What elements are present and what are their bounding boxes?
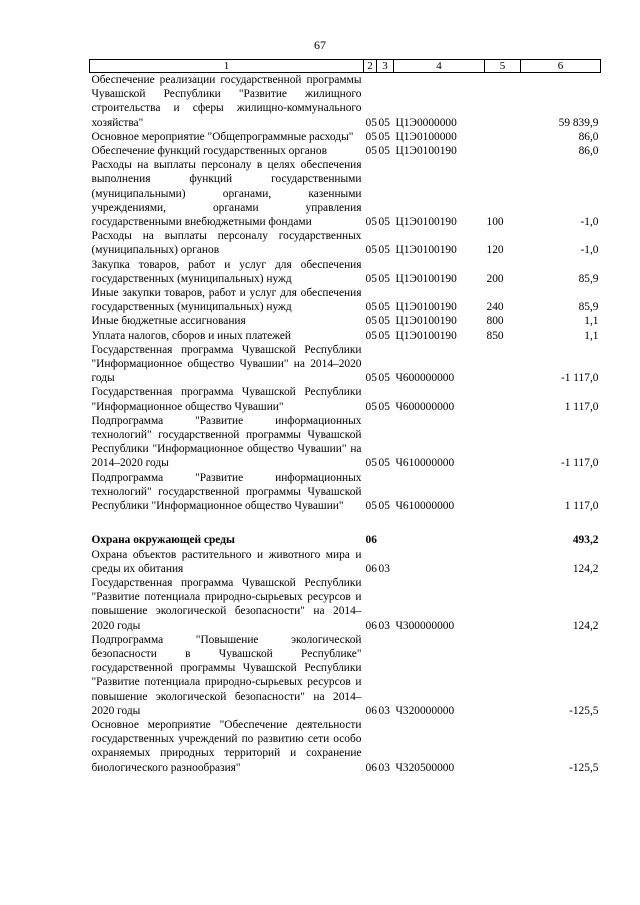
row-subsection: 05 bbox=[378, 372, 390, 385]
row-target-article bbox=[394, 533, 485, 547]
row-expense-type: 200 bbox=[486, 272, 504, 285]
table-body bbox=[90, 73, 601, 775]
row-target-article: Ц1Э0100190 bbox=[395, 301, 457, 314]
spacer-row bbox=[90, 513, 601, 533]
row-section: 06 bbox=[365, 534, 377, 547]
row-expense-type bbox=[485, 471, 521, 514]
table-row bbox=[90, 229, 601, 257]
row-subsection: 03 bbox=[378, 704, 390, 717]
row-expense-type: 120 bbox=[486, 244, 504, 257]
row-subsection: 05 bbox=[378, 244, 390, 257]
table-header bbox=[90, 60, 601, 73]
row-expense-type: 100 bbox=[486, 216, 504, 229]
row-name: Расходы на выплаты персоналу в целях обеспечения выполнения функций государственными (муниципальными) органами, казенными учреждениями, органами управления государственными внебюджетными фондами bbox=[91, 159, 362, 229]
row-name: Обеспечение функций государственных органов bbox=[91, 145, 327, 158]
row-subsection: 05 bbox=[378, 500, 390, 513]
row-section: 05 bbox=[365, 244, 377, 257]
header-col-5: 5 bbox=[485, 60, 521, 73]
row-expense-type bbox=[485, 144, 521, 158]
table-row bbox=[90, 343, 601, 386]
row-expense-type: 850 bbox=[486, 329, 504, 342]
row-expense-type bbox=[485, 343, 521, 386]
row-name: Уплата налогов, сборов и иных платежей bbox=[91, 329, 291, 342]
table-row bbox=[90, 258, 601, 286]
row-subsection: 05 bbox=[378, 145, 390, 158]
row-expense-type bbox=[485, 633, 521, 718]
row-amount: 85,9 bbox=[578, 272, 599, 285]
row-name: Закупка товаров, работ и услуг для обеспечения государственных (муниципальных) нужд bbox=[91, 258, 362, 285]
row-name: Иные закупки товаров, работ и услуг для обеспечения государственных (муниципальных) нужд bbox=[91, 287, 362, 314]
row-target-article: Ч320500000 bbox=[395, 761, 455, 774]
row-name: Основное мероприятие "Обеспечение деятельности государственных учреждений по развитию сети особо охраняемых природных территорий и сохранение биологического разнообразия" bbox=[91, 718, 362, 774]
row-expense-type bbox=[485, 548, 521, 576]
row-target-article: Ч600000000 bbox=[395, 372, 455, 385]
row-name: Государственная программа Чувашской Республики "Информационное общество Чувашии" bbox=[91, 386, 362, 413]
row-amount: 86,0 bbox=[578, 130, 599, 143]
row-section: 06 bbox=[365, 619, 377, 632]
row-amount: 493,2 bbox=[572, 534, 599, 547]
row-expense-type: 800 bbox=[486, 315, 504, 328]
table-row bbox=[90, 144, 601, 158]
row-amount: -1 117,0 bbox=[560, 372, 599, 385]
row-amount: 85,9 bbox=[578, 301, 599, 314]
row-subsection: 05 bbox=[378, 272, 390, 285]
row-target-article: Ч300000000 bbox=[395, 619, 455, 632]
row-target-article bbox=[394, 548, 485, 576]
row-target-article: Ц1Э0100190 bbox=[395, 329, 457, 342]
row-section: 05 bbox=[365, 116, 377, 129]
row-section: 05 bbox=[365, 372, 377, 385]
row-amount: -1,0 bbox=[580, 216, 599, 229]
row-amount: 1 117,0 bbox=[564, 500, 599, 513]
row-expense-type bbox=[485, 130, 521, 144]
row-amount: 59 839,9 bbox=[558, 116, 599, 129]
table-row bbox=[90, 73, 601, 130]
row-name: Подпрограмма "Повышение экологической безопасности в Чувашской Республике" государственной программы Чувашской Республики "Развитие потенциала природно-сырьевых ресурсов и повышение экологической безопасности" на 2014–2020 годы bbox=[91, 633, 362, 717]
row-target-article: Ц1Э0100000 bbox=[395, 130, 457, 143]
row-amount: 124,2 bbox=[572, 619, 599, 632]
row-subsection: 05 bbox=[378, 301, 390, 314]
table-row bbox=[90, 548, 601, 576]
table-row bbox=[90, 633, 601, 718]
table-row bbox=[90, 471, 601, 514]
row-name: Охрана объектов растительного и животного мира и среды их обитания bbox=[91, 548, 362, 575]
row-expense-type bbox=[485, 576, 521, 633]
row-amount: 86,0 bbox=[578, 145, 599, 158]
spacer-cell bbox=[90, 513, 601, 533]
row-name: Основное мероприятие "Общепрограммные расходы" bbox=[91, 130, 354, 143]
row-section: 06 bbox=[365, 761, 377, 774]
row-section: 05 bbox=[365, 272, 377, 285]
row-section: 05 bbox=[365, 145, 377, 158]
row-target-article: Ч610000000 bbox=[395, 457, 455, 470]
row-target-article: Ц1Э0100190 bbox=[395, 244, 457, 257]
table-row bbox=[90, 576, 601, 633]
table-row bbox=[90, 718, 601, 775]
row-target-article: Ч610000000 bbox=[395, 500, 455, 513]
row-section: 05 bbox=[365, 130, 377, 143]
row-section: 05 bbox=[365, 400, 377, 413]
header-col-6: 6 bbox=[521, 60, 601, 73]
row-target-article: Ц1Э0100190 bbox=[395, 315, 457, 328]
row-subsection: 03 bbox=[378, 562, 390, 575]
row-name: Подпрограмма "Развитие информационных технологий" государственной программы Чувашской Республики "Информационное общество Чувашии" bbox=[91, 471, 362, 513]
row-amount: 1,1 bbox=[584, 329, 599, 342]
row-amount: 1 117,0 bbox=[564, 400, 599, 413]
row-subsection: 05 bbox=[378, 457, 390, 470]
row-subsection: 03 bbox=[378, 619, 390, 632]
row-section: 05 bbox=[365, 315, 377, 328]
row-section: 05 bbox=[365, 216, 377, 229]
row-name: Подпрограмма "Развитие информационных технологий" государственной программы Чувашской Республики "Информационное общество Чувашии" на 2014–2020 годы bbox=[91, 414, 362, 470]
row-subsection bbox=[377, 533, 394, 547]
row-subsection: 05 bbox=[378, 130, 390, 143]
table-row bbox=[90, 329, 601, 343]
row-name: Обеспечение реализации государственной программы Чувашской Республики "Развитие жилищного строительства и сферы жилищно-коммунального хозяйства" bbox=[91, 74, 362, 129]
budget-table bbox=[89, 59, 601, 775]
row-target-article: Ч600000000 bbox=[395, 400, 455, 413]
row-subsection: 05 bbox=[378, 116, 390, 129]
row-target-article: Ц1Э0100190 bbox=[395, 145, 457, 158]
row-expense-type: 240 bbox=[486, 301, 504, 314]
row-target-article: Ц1Э0000000 bbox=[395, 116, 457, 129]
row-subsection: 05 bbox=[378, 315, 390, 328]
row-target-article: Ч320000000 bbox=[395, 704, 455, 717]
row-expense-type bbox=[485, 385, 521, 413]
row-name: Расходы на выплаты персоналу государственных (муниципальных) органов bbox=[91, 230, 362, 257]
row-target-article: Ц1Э0100190 bbox=[395, 272, 457, 285]
row-name: Государственная программа Чувашской Республики "Информационное общество Чувашии" на 2014–2020 годы bbox=[91, 343, 362, 385]
table-row bbox=[90, 158, 601, 229]
header-col-3: 3 bbox=[377, 60, 394, 73]
row-name: Государственная программа Чувашской Республики "Развитие потенциала природно-сырьевых ресурсов и повышение экологической безопасности" на 2014–2020 годы bbox=[91, 576, 362, 632]
row-section: 06 bbox=[365, 562, 377, 575]
row-section: 06 bbox=[365, 704, 377, 717]
row-target-article: Ц1Э0100190 bbox=[395, 216, 457, 229]
row-amount: -125,5 bbox=[569, 704, 599, 717]
row-expense-type bbox=[485, 718, 521, 775]
row-amount: 1,1 bbox=[584, 315, 599, 328]
row-subsection: 05 bbox=[378, 216, 390, 229]
row-expense-type bbox=[485, 414, 521, 471]
row-expense-type bbox=[485, 73, 521, 130]
table-row bbox=[90, 130, 601, 144]
row-amount: -1 117,0 bbox=[560, 457, 599, 470]
row-subsection: 05 bbox=[378, 329, 390, 342]
row-subsection: 05 bbox=[378, 400, 390, 413]
row-amount: -1,0 bbox=[580, 244, 599, 257]
table-row bbox=[90, 314, 601, 328]
row-expense-type bbox=[485, 533, 521, 547]
row-section: 05 bbox=[365, 301, 377, 314]
row-name: Иные бюджетные ассигнования bbox=[91, 315, 246, 328]
row-name: Охрана окружающей среды bbox=[91, 534, 235, 547]
row-subsection: 03 bbox=[378, 761, 390, 774]
row-section: 05 bbox=[365, 500, 377, 513]
table-row bbox=[90, 385, 601, 413]
table-row bbox=[90, 286, 601, 314]
row-amount: 124,2 bbox=[572, 562, 599, 575]
header-col-4: 4 bbox=[394, 60, 485, 73]
row-amount: -125,5 bbox=[569, 761, 599, 774]
row-section: 05 bbox=[365, 329, 377, 342]
page-number: 67 bbox=[314, 38, 326, 52]
row-section: 05 bbox=[365, 457, 377, 470]
table-row bbox=[90, 414, 601, 471]
header-col-1: 1 bbox=[90, 60, 364, 73]
header-col-2: 2 bbox=[364, 60, 377, 73]
table-row bbox=[90, 533, 601, 547]
